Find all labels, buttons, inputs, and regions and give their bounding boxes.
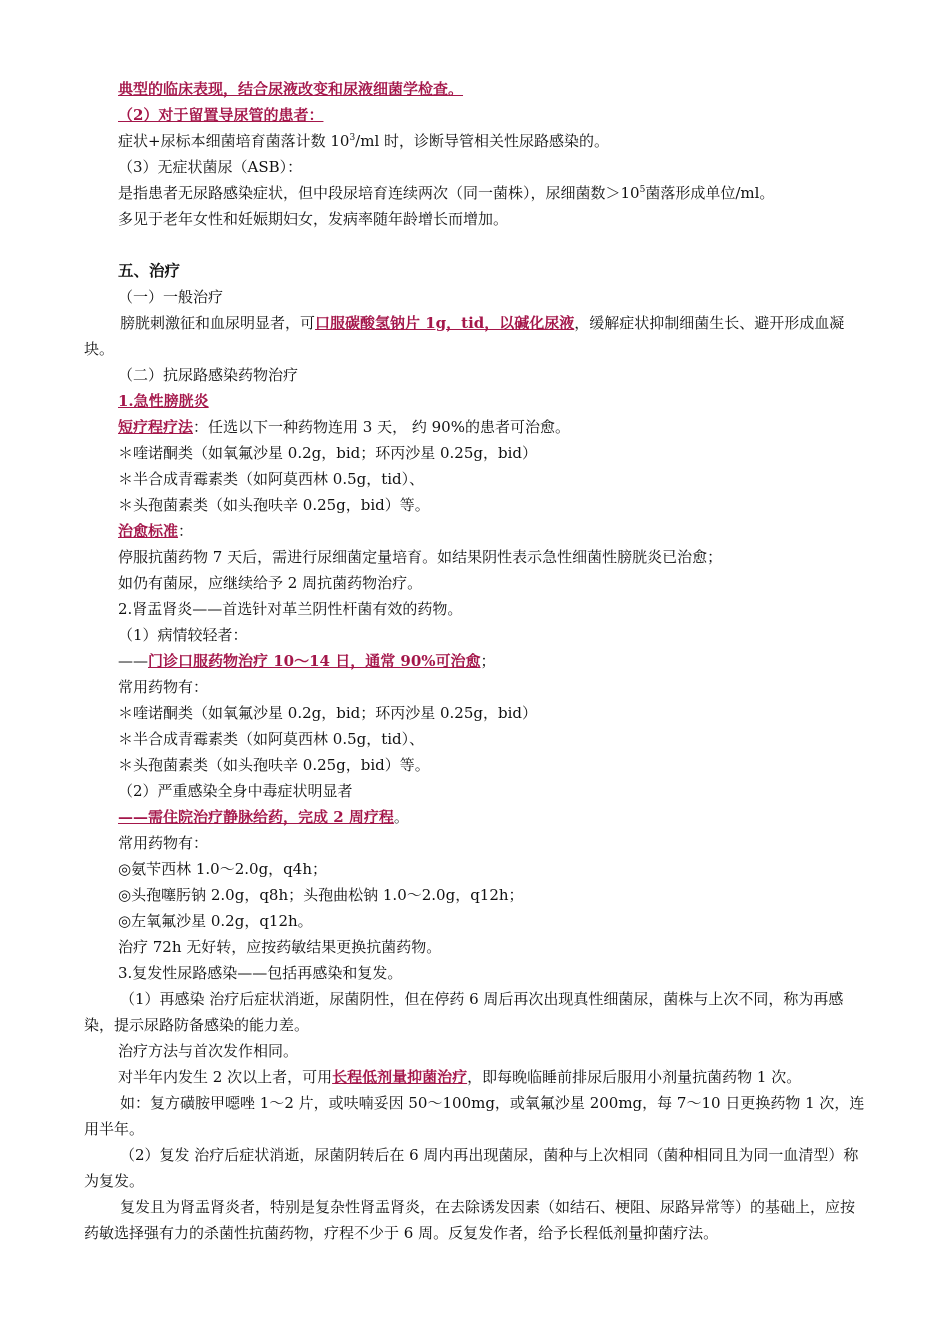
document-page (84, 76, 866, 1246)
catheter-patient-heading: （2）对于留置导尿管的患者： (118, 106, 324, 124)
drug-item-quinolone-2: ＊喹诺酮类（如氧氟沙星 0.2g，bid；环丙沙星 0.25g，bid） (118, 704, 537, 722)
long-term-drugs-paragraph: 如：复方磺胺甲噁唑 1～2 片，或呋喃妥因 50～100mg，或氧氟沙星 200mg，每 7～10 日更换药物 1 次，连用半年。 (84, 1094, 865, 1138)
drug-item-ampicillin: ◎氨苄西林 1.0～2.0g，q4h； (118, 860, 327, 878)
asb-epidemiology-line: 多见于老年女性和妊娠期妇女，发病率随年龄增长而增加。 (118, 210, 509, 228)
common-drugs-label: 常用药物有： (118, 678, 209, 696)
short-course-line: 短疗程疗法：任选以下一种药物连用 3 天， 约 90%的患者可治愈。 (118, 418, 570, 436)
reinfection-treatment-line: 治疗方法与首次发作相同。 (118, 1042, 299, 1060)
drug-item-levofloxacin: ◎左氧氟沙星 0.2g，q12h。 (118, 912, 313, 930)
pyelonephritis-heading: 2.肾盂肾炎——首选针对革兰阴性杆菌有效的药物。 (118, 600, 463, 618)
treatment-section-heading: 五、治疗 (118, 261, 181, 280)
general-treatment-paragraph: 膀胱刺激征和血尿明显者，可口服碳酸氢钠片 1g，tid，以碱化尿液，缓解症状抑制细菌生长、避开形成血凝块。 (84, 314, 845, 358)
drug-item-quinolone: ＊喹诺酮类（如氧氟沙星 0.2g，bid；环丙沙星 0.25g，bid） (118, 444, 537, 462)
common-drugs-label-2: 常用药物有： (118, 834, 209, 852)
severe-case-heading: （2）严重感染全身中毒症状明显者 (118, 782, 353, 800)
cure-criteria-line-1: 停服抗菌药物 7 天后，需进行尿细菌定量培育。如结果阴性表示急性细菌性膀胱炎已治愈； (118, 548, 723, 566)
drug-item-cephalosporin-2: ＊头孢菌素类（如头孢呋辛 0.25g，bid）等。 (118, 756, 430, 774)
recurrent-uti-heading: 3.复发性尿路感染——包括再感染和复发。 (118, 964, 403, 982)
no-improvement-line: 治疗 72h 无好转，应按药敏结果更换抗菌药物。 (118, 938, 442, 956)
asb-heading: （3）无症状菌尿（ASB）： (118, 158, 303, 176)
drug-item-cefotaxime: ◎头孢噻肟钠 2.0g，q8h；头孢曲松钠 1.0～2.0g，q12h； (118, 886, 524, 904)
drug-item-penicillin-2: ＊半合成青霉素类（如阿莫西林 0.5g，tid）、 (118, 730, 425, 748)
mild-case-heading: （1）病情较轻者： (118, 626, 248, 644)
drug-item-cephalosporin: ＊头孢菌素类（如头孢呋辛 0.25g，bid）等。 (118, 496, 430, 514)
long-term-therapy-line: 对半年内发生 2 次以上者，可用长程低剂量抑菌治疗，即每晚临睡前排尿后服用小剂量抗菌药物 1 次。 (118, 1068, 802, 1086)
cure-criteria-line-2: 如仍有菌尿，应继续给予 2 周抗菌药物治疗。 (118, 574, 423, 592)
relapse-paragraph: （2）复发 治疗后症状消逝，尿菌阴转后在 6 周内再出现菌尿，菌种与上次相同（菌种相同且为同一血清型）称为复发。 (84, 1146, 859, 1190)
cure-criteria-heading: 治愈标准： (118, 522, 194, 540)
diagnosis-summary-line: 典型的临床表现，结合尿液改变和尿液细菌学检查。 (118, 80, 464, 98)
drug-item-penicillin: ＊半合成青霉素类（如阿莫西林 0.5g，tid）、 (118, 470, 425, 488)
catheter-criteria-line: 症状+尿标本细菌培育菌落计数 $10^3/ml$ 时，诊断导管相关性尿路感染的。 (118, 132, 610, 150)
relapse-treatment-paragraph: 复发且为肾盂肾炎者，特别是复杂性肾盂肾炎，在去除诱发因素（如结石、梗阻、尿路异常等）的基础上，应按药敏选择强有力的杀菌性抗菌药物，疗程不少于 6 周。反复发作者，给予长程低剂量抑菌疗法。 (84, 1198, 856, 1242)
acute-cystitis-heading: 1.急性膀胱炎 (118, 392, 209, 410)
reinfection-paragraph: （1）再感染 治疗后症状消逝，尿菌阴性，但在停药 6 周后再次出现真性细菌尿，菌株与上次不同，称为再感染，提示尿路防备感染的能力差。 (84, 990, 844, 1034)
outpatient-treatment-line: ——门诊口服药物治疗 10～14 日，通常 90%可治愈； (118, 652, 496, 670)
general-treatment-heading: （一）一般治疗 (118, 288, 224, 306)
antibiotic-treatment-heading: （二）抗尿路感染药物治疗 (118, 366, 299, 384)
inpatient-treatment-line: ——需住院治疗静脉给药，完成 2 周疗程。 (118, 808, 409, 826)
asb-definition-line: 是指患者无尿路感染症状，但中段尿培育连续两次（同一菌株），尿细菌数$>10^5$菌落形成单位/ml。 (118, 184, 775, 202)
